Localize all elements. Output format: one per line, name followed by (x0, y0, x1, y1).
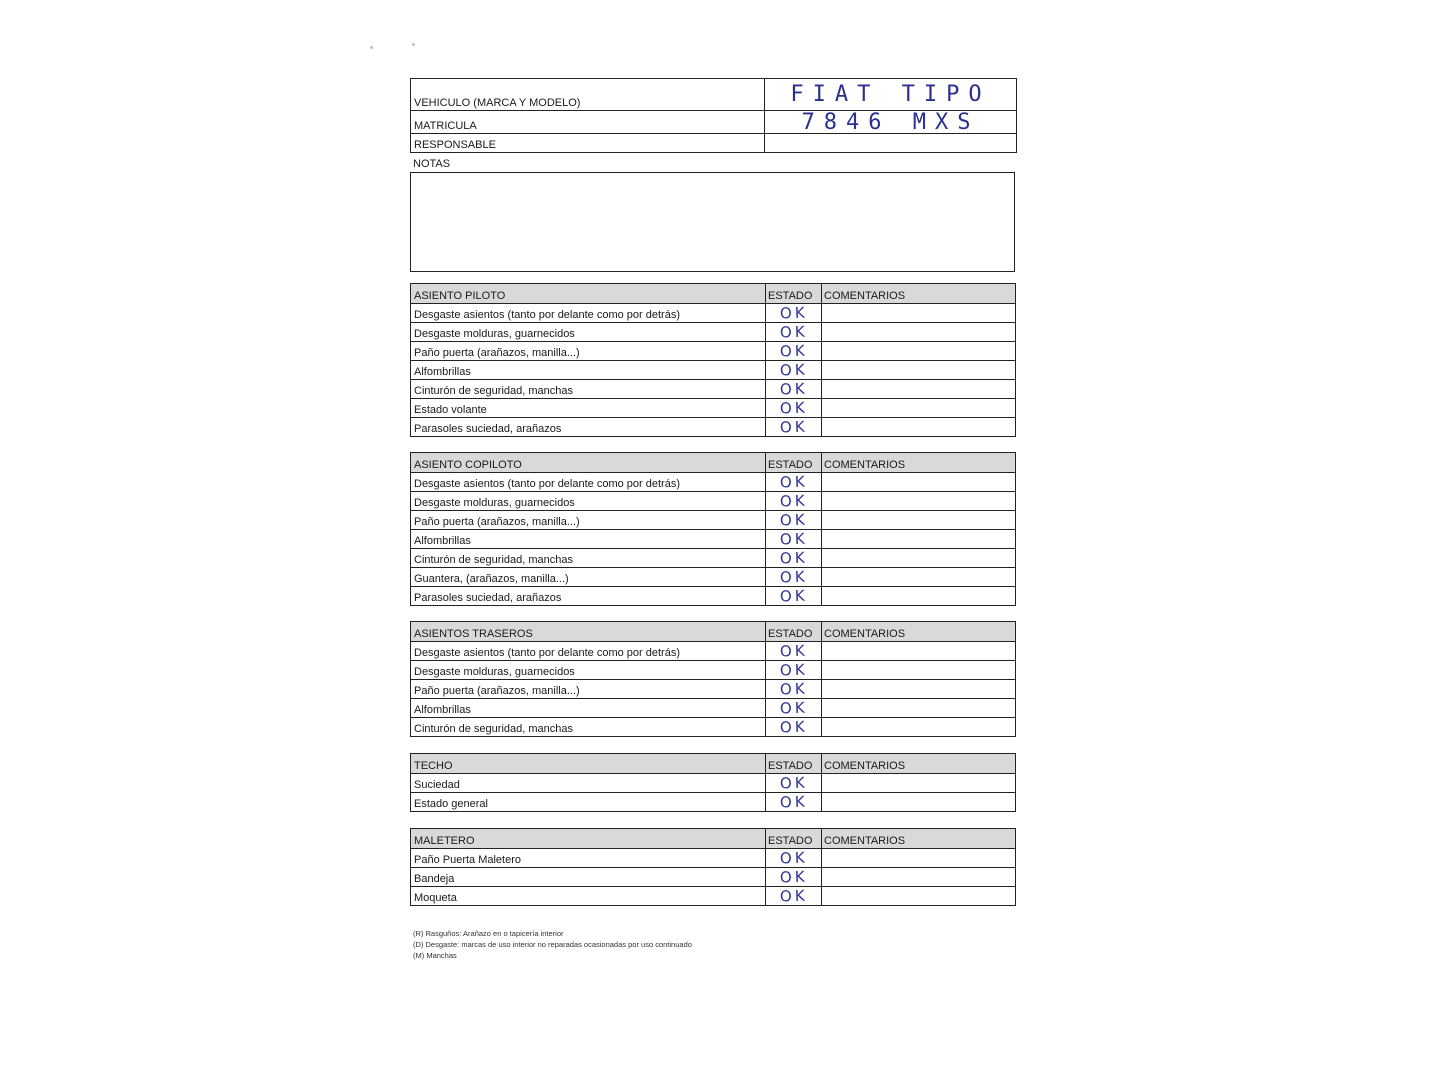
vehicle-header-table (410, 78, 1017, 153)
comment-cell (822, 887, 1015, 905)
item-label: Parasoles suciedad, arañazos (411, 418, 766, 436)
handwritten-estado: OK (779, 867, 808, 887)
estado-cell (766, 587, 822, 605)
plate-row (411, 110, 1016, 133)
comentarios-header: COMENTARIOS (824, 835, 906, 847)
comment-cell (822, 380, 1015, 398)
estado-header: ESTADO (766, 754, 822, 773)
handwritten-estado: OK (779, 360, 808, 380)
table-row (411, 679, 1015, 698)
estado-cell (766, 530, 822, 548)
handwritten-estado: OK (779, 529, 808, 549)
item-label: Bandeja (411, 868, 766, 886)
section-header-row (411, 754, 1015, 773)
item-label: Desgaste molduras, guarnecidos (411, 492, 766, 510)
table-row (411, 529, 1015, 548)
section-asiento-piloto (410, 283, 1016, 437)
comment-cell (822, 774, 1015, 792)
handwritten-estado: OK (779, 322, 808, 342)
handwritten-estado: OK (779, 792, 808, 812)
section-title: ASIENTOS TRASEROS (411, 622, 766, 641)
handwritten-estado: OK (779, 660, 808, 680)
estado-cell (766, 418, 822, 436)
section-asientos-traseros (410, 621, 1016, 737)
comment-cell (822, 849, 1015, 867)
estado-header: ESTADO (766, 453, 822, 472)
plate-label: MATRICULA (411, 111, 765, 133)
item-label: Paño Puerta Maletero (411, 849, 766, 867)
handwritten-estado: OK (779, 773, 808, 793)
table-row (411, 510, 1015, 529)
table-row (411, 660, 1015, 679)
comentarios-header: COMENTARIOS (824, 628, 906, 640)
section-header-row (411, 453, 1015, 472)
item-label: Paño puerta (arañazos, manilla...) (411, 680, 766, 698)
handwritten-estado: OK (779, 510, 808, 530)
handwritten-estado: OK (779, 567, 808, 587)
comment-cell (822, 661, 1015, 679)
table-row (411, 586, 1015, 605)
table-row (411, 886, 1015, 905)
table-row (411, 717, 1015, 736)
section-maletero (410, 828, 1016, 906)
table-row (411, 698, 1015, 717)
item-label: Cinturón de seguridad, manchas (411, 718, 766, 736)
vehicle-row (411, 79, 1016, 110)
estado-header: ESTADO (766, 829, 822, 848)
item-label: Alfombrillas (411, 361, 766, 379)
estado-cell (766, 849, 822, 867)
table-row (411, 341, 1015, 360)
plate-value: 7846 MXS (801, 109, 980, 135)
table-row (411, 792, 1015, 811)
comment-cell (822, 868, 1015, 886)
comment-cell (822, 342, 1015, 360)
comment-cell (822, 568, 1015, 586)
comentarios-header: COMENTARIOS (824, 459, 906, 471)
item-label: Moqueta (411, 887, 766, 905)
table-row (411, 360, 1015, 379)
comment-cell (822, 549, 1015, 567)
estado-cell (766, 680, 822, 698)
section-title: MALETERO (411, 829, 766, 848)
comment-cell (822, 473, 1015, 491)
section-title: ASIENTO COPILOTO (411, 453, 766, 472)
section-header-row (411, 622, 1015, 641)
table-row (411, 848, 1015, 867)
comment-cell (822, 680, 1015, 698)
section-header-row (411, 284, 1015, 303)
handwritten-estado: OK (779, 472, 808, 492)
estado-cell (766, 642, 822, 660)
notes-box (410, 172, 1015, 272)
comment-cell (822, 718, 1015, 736)
handwritten-estado: OK (779, 886, 808, 906)
responsible-row (411, 133, 1016, 152)
section-techo (410, 753, 1016, 812)
item-label: Guantera, (arañazos, manilla...) (411, 568, 766, 586)
vehicle-label: VEHICULO (MARCA Y MODELO) (411, 79, 765, 110)
item-label: Alfombrillas (411, 530, 766, 548)
table-row (411, 548, 1015, 567)
item-label: Suciedad (411, 774, 766, 792)
comment-cell (822, 699, 1015, 717)
comment-cell (822, 587, 1015, 605)
estado-cell (766, 399, 822, 417)
item-label: Cinturón de seguridad, manchas (411, 549, 766, 567)
scan-speck (412, 43, 415, 46)
comment-cell (822, 361, 1015, 379)
legend (413, 928, 692, 961)
handwritten-estado: OK (779, 398, 808, 418)
estado-cell (766, 868, 822, 886)
estado-cell (766, 323, 822, 341)
estado-cell (766, 380, 822, 398)
item-label: Desgaste molduras, guarnecidos (411, 323, 766, 341)
scan-speck (370, 46, 373, 49)
estado-cell (766, 473, 822, 491)
estado-cell (766, 549, 822, 567)
section-header-row (411, 829, 1015, 848)
handwritten-estado: OK (779, 417, 808, 437)
comentarios-header: COMENTARIOS (824, 760, 906, 772)
comment-cell (822, 793, 1015, 811)
item-label: Cinturón de seguridad, manchas (411, 380, 766, 398)
item-label: Paño puerta (arañazos, manilla...) (411, 511, 766, 529)
estado-cell (766, 361, 822, 379)
comment-cell (822, 642, 1015, 660)
handwritten-estado: OK (779, 548, 808, 568)
comment-cell (822, 492, 1015, 510)
table-row (411, 472, 1015, 491)
item-label: Alfombrillas (411, 699, 766, 717)
table-row (411, 303, 1015, 322)
handwritten-estado: OK (779, 848, 808, 868)
vehicle-value: FIAT TIPO (790, 82, 991, 107)
handwritten-estado: OK (779, 641, 808, 661)
estado-cell (766, 511, 822, 529)
table-row (411, 398, 1015, 417)
comentarios-header: COMENTARIOS (824, 290, 906, 302)
table-row (411, 567, 1015, 586)
item-label: Desgaste asientos (tanto por delante como por detrás) (411, 642, 766, 660)
estado-cell (766, 568, 822, 586)
table-row (411, 417, 1015, 436)
responsible-value (765, 134, 1016, 152)
estado-header: ESTADO (766, 284, 822, 303)
comment-cell (822, 418, 1015, 436)
comment-cell (822, 323, 1015, 341)
comment-cell (822, 304, 1015, 322)
comment-cell (822, 530, 1015, 548)
section-title: ASIENTO PILOTO (411, 284, 766, 303)
legend-line: (M) Manchas (413, 951, 457, 960)
responsible-label: RESPONSABLE (411, 134, 765, 152)
estado-cell (766, 342, 822, 360)
handwritten-estado: OK (779, 379, 808, 399)
table-row (411, 322, 1015, 341)
table-row (411, 491, 1015, 510)
estado-cell (766, 718, 822, 736)
item-label: Estado general (411, 793, 766, 811)
handwritten-estado: OK (779, 586, 808, 606)
section-title: TECHO (411, 754, 766, 773)
estado-cell (766, 699, 822, 717)
handwritten-estado: OK (779, 491, 808, 511)
item-label: Paño puerta (arañazos, manilla...) (411, 342, 766, 360)
estado-cell (766, 774, 822, 792)
table-row (411, 867, 1015, 886)
comment-cell (822, 399, 1015, 417)
table-row (411, 641, 1015, 660)
estado-cell (766, 793, 822, 811)
comment-cell (822, 511, 1015, 529)
estado-header: ESTADO (766, 622, 822, 641)
notes-label: NOTAS (413, 158, 451, 170)
legend-line: (D) Desgaste: marcas de uso interior no reparadas ocasionadas por uso continuado (413, 940, 692, 949)
item-label: Estado volante (411, 399, 766, 417)
estado-cell (766, 492, 822, 510)
handwritten-estado: OK (779, 303, 808, 323)
estado-cell (766, 304, 822, 322)
estado-cell (766, 661, 822, 679)
item-label: Parasoles suciedad, arañazos (411, 587, 766, 605)
table-row (411, 379, 1015, 398)
handwritten-estado: OK (779, 717, 808, 737)
item-label: Desgaste asientos (tanto por delante como por detrás) (411, 304, 766, 322)
section-asiento-copiloto (410, 452, 1016, 606)
handwritten-estado: OK (779, 679, 808, 699)
table-row (411, 773, 1015, 792)
legend-line: (R) Rasguños: Arañazo en o tapicería interior (413, 929, 564, 938)
handwritten-estado: OK (779, 341, 808, 361)
item-label: Desgaste molduras, guarnecidos (411, 661, 766, 679)
handwritten-estado: OK (779, 698, 808, 718)
estado-cell (766, 887, 822, 905)
item-label: Desgaste asientos (tanto por delante como por detrás) (411, 473, 766, 491)
